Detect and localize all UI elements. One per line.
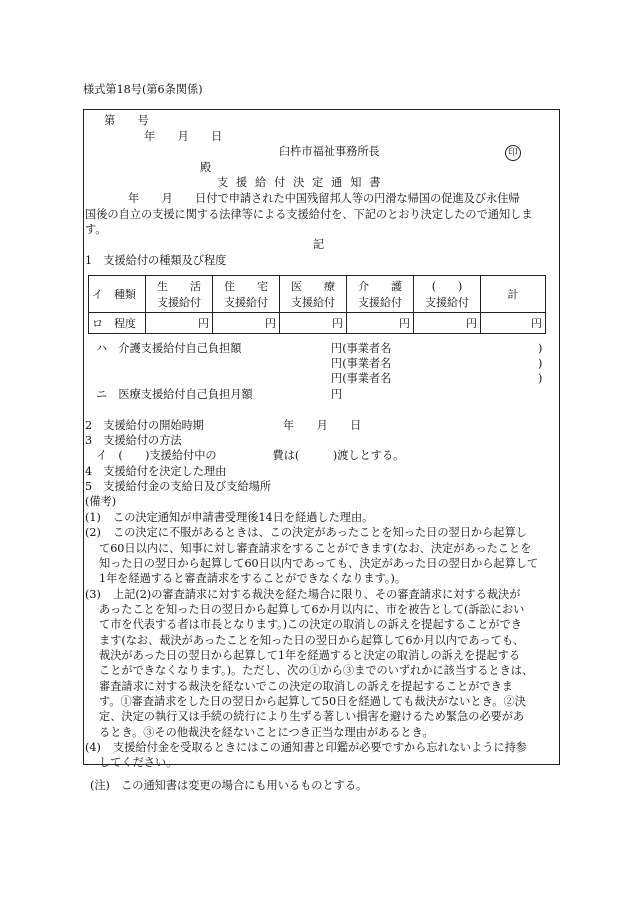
remark-2-line: この決定に不服があるときは、この決定があったことを知った日の翌日から起算し <box>113 526 527 539</box>
section5-label: 5 支援給付金の支給日及び支給場所 <box>85 480 272 493</box>
col-bottom: 支援給付 <box>224 295 268 309</box>
form-label: 様式第18号(第6条関係) <box>83 83 203 96</box>
col-bottom: 支援給付 <box>425 295 469 309</box>
row-label-type: イ 種類 <box>89 276 146 313</box>
amount-cell: 円 <box>213 313 280 334</box>
remark-4-line: してください。 <box>99 756 178 769</box>
amount-cell: 円 <box>414 313 481 334</box>
remark-2-line: 知った日の翌日から起算して60日以内であっても、決定があった日の翌日から起算して <box>99 557 539 570</box>
col-top: 住 宅 <box>224 279 268 293</box>
remark-1-line: この決定通知が申請書受理後14日を経過した理由。 <box>113 511 374 524</box>
remark-3-line: あったことを知った日の翌日から起算して6か月以内に、市を被告として(訴訟におい <box>99 603 525 616</box>
remark-3-line: 定、決定の執行又は手続の続行により生ずる著しい損害を避けるため緊急の必要があ <box>99 710 525 723</box>
date-line: 年 月 日 <box>144 130 223 143</box>
kaigo-line-3: 円(事業者名 <box>331 372 392 385</box>
intro-line-3: す。 <box>85 223 107 236</box>
remark-1-num: (1) <box>85 511 101 524</box>
col-bottom: 支援給付 <box>358 295 402 309</box>
section2-date: 年 月 日 <box>283 419 362 432</box>
iryo-label: ニ 医療支援給付自己負担月額 <box>96 388 253 401</box>
col-top: 生 活 <box>157 279 201 293</box>
col-total: 計 <box>481 276 546 313</box>
section3-label: 3 支援給付の方法 <box>85 434 182 447</box>
addressee: 殿 <box>200 161 212 174</box>
seal-mark: 印 <box>505 145 521 161</box>
col-top: ( ) <box>431 279 463 293</box>
table-row <box>89 276 546 313</box>
amount-cell: 円 <box>146 313 213 334</box>
kaigo-line-2: 円(事業者名 <box>331 357 392 370</box>
amount-cell: 円 <box>347 313 414 334</box>
remark-3-line: す。①審査請求をした日の翌日から起算して50日を経過しても裁決がないとき。②決 <box>99 695 526 708</box>
remark-3-line: ことができなくなります。)。ただし、次の①から③までのいずれかに該当するときは、 <box>99 664 534 677</box>
iryo-value: 円 <box>331 388 343 401</box>
number-line: 第 号 <box>104 114 149 127</box>
amount-cell: 円 <box>280 313 347 334</box>
section3-line: イ ( )支援給付中の 費は( )渡しとする。 <box>96 449 405 462</box>
close-paren-1: ) <box>538 342 543 355</box>
remark-3-line: て市を代表する者は市長となります。)この決定の取消しの訴えを提起することができ <box>99 618 522 631</box>
col-iryo <box>280 276 347 313</box>
remark-3-num: (3) <box>85 588 101 601</box>
remark-3-line: ます(なお、裁決があったことを知った日の翌日から起算して6か月以内であっても、 <box>99 634 525 647</box>
row-label-amount: ロ 程度 <box>89 313 146 334</box>
col-top: 介 護 <box>358 279 402 293</box>
remarks-heading: (備考) <box>85 495 117 508</box>
col-bottom: 支援給付 <box>291 295 335 309</box>
ki-label: 記 <box>313 238 325 251</box>
intro-line-1: 年 月 日付で申請された中国残留邦人等の円滑な帰国の促進及び永住帰 <box>128 192 520 205</box>
kaigo-line-1: 円(事業者名 <box>331 342 392 355</box>
section2-label: 2 支援給付の開始時期 <box>85 419 204 432</box>
col-seikatsu <box>146 276 213 313</box>
intro-line-2: 国後の自立の支援に関する法律等による支援給付を、下記のとおり決定したので通知しま <box>85 208 533 221</box>
document-title: 支援給付決定通知書 <box>217 176 389 189</box>
remark-4-num: (4) <box>85 741 101 754</box>
section1-heading: 1 支援給付の種類及び程度 <box>85 254 227 267</box>
remark-2-line: 1年を経過すると審査請求をすることができなくなります。)。 <box>99 572 407 585</box>
col-other <box>414 276 481 313</box>
close-paren-2: ) <box>538 357 543 370</box>
table-row <box>89 313 546 334</box>
remark-2-num: (2) <box>85 526 101 539</box>
remark-4-line: 支援給付金を受取るときにはこの通知書と印鑑が必要ですから忘れないように持参 <box>113 741 527 754</box>
remark-3-line: 裁決があった日の翌日から起算して1年を経過すると決定の取消しの訴えを提起する <box>99 649 520 662</box>
footnote: (注) この通知書は変更の場合にも用いるものとする。 <box>90 779 368 792</box>
close-paren-3: ) <box>538 372 543 385</box>
benefit-table <box>88 275 546 334</box>
amount-cell: 円 <box>481 313 546 334</box>
remark-3-line: るとき。③その他裁決を経ないことにつき正当な理由があるとき。 <box>99 726 434 739</box>
col-kaigo <box>347 276 414 313</box>
col-top: 医 療 <box>291 279 335 293</box>
office-name: 臼杵市福祉事務所長 <box>279 145 380 158</box>
kaigo-label: ハ 介護支援給付自己負担額 <box>96 342 242 355</box>
col-jutaku <box>213 276 280 313</box>
remark-3-line: 上記(2)の審査請求に対する裁決を経た場合に限り、その審査請求に対する裁決が <box>113 588 521 601</box>
section4-label: 4 支援給付を決定した理由 <box>85 465 227 478</box>
remark-3-line: 審査請求に対する裁決を経ないでこの決定の取消しの訴えを提起することができま <box>99 680 513 693</box>
remark-2-line: て60日以内に、知事に対し審査請求をすることができます(なお、決定があったことを <box>99 542 532 555</box>
col-bottom: 支援給付 <box>157 295 201 309</box>
